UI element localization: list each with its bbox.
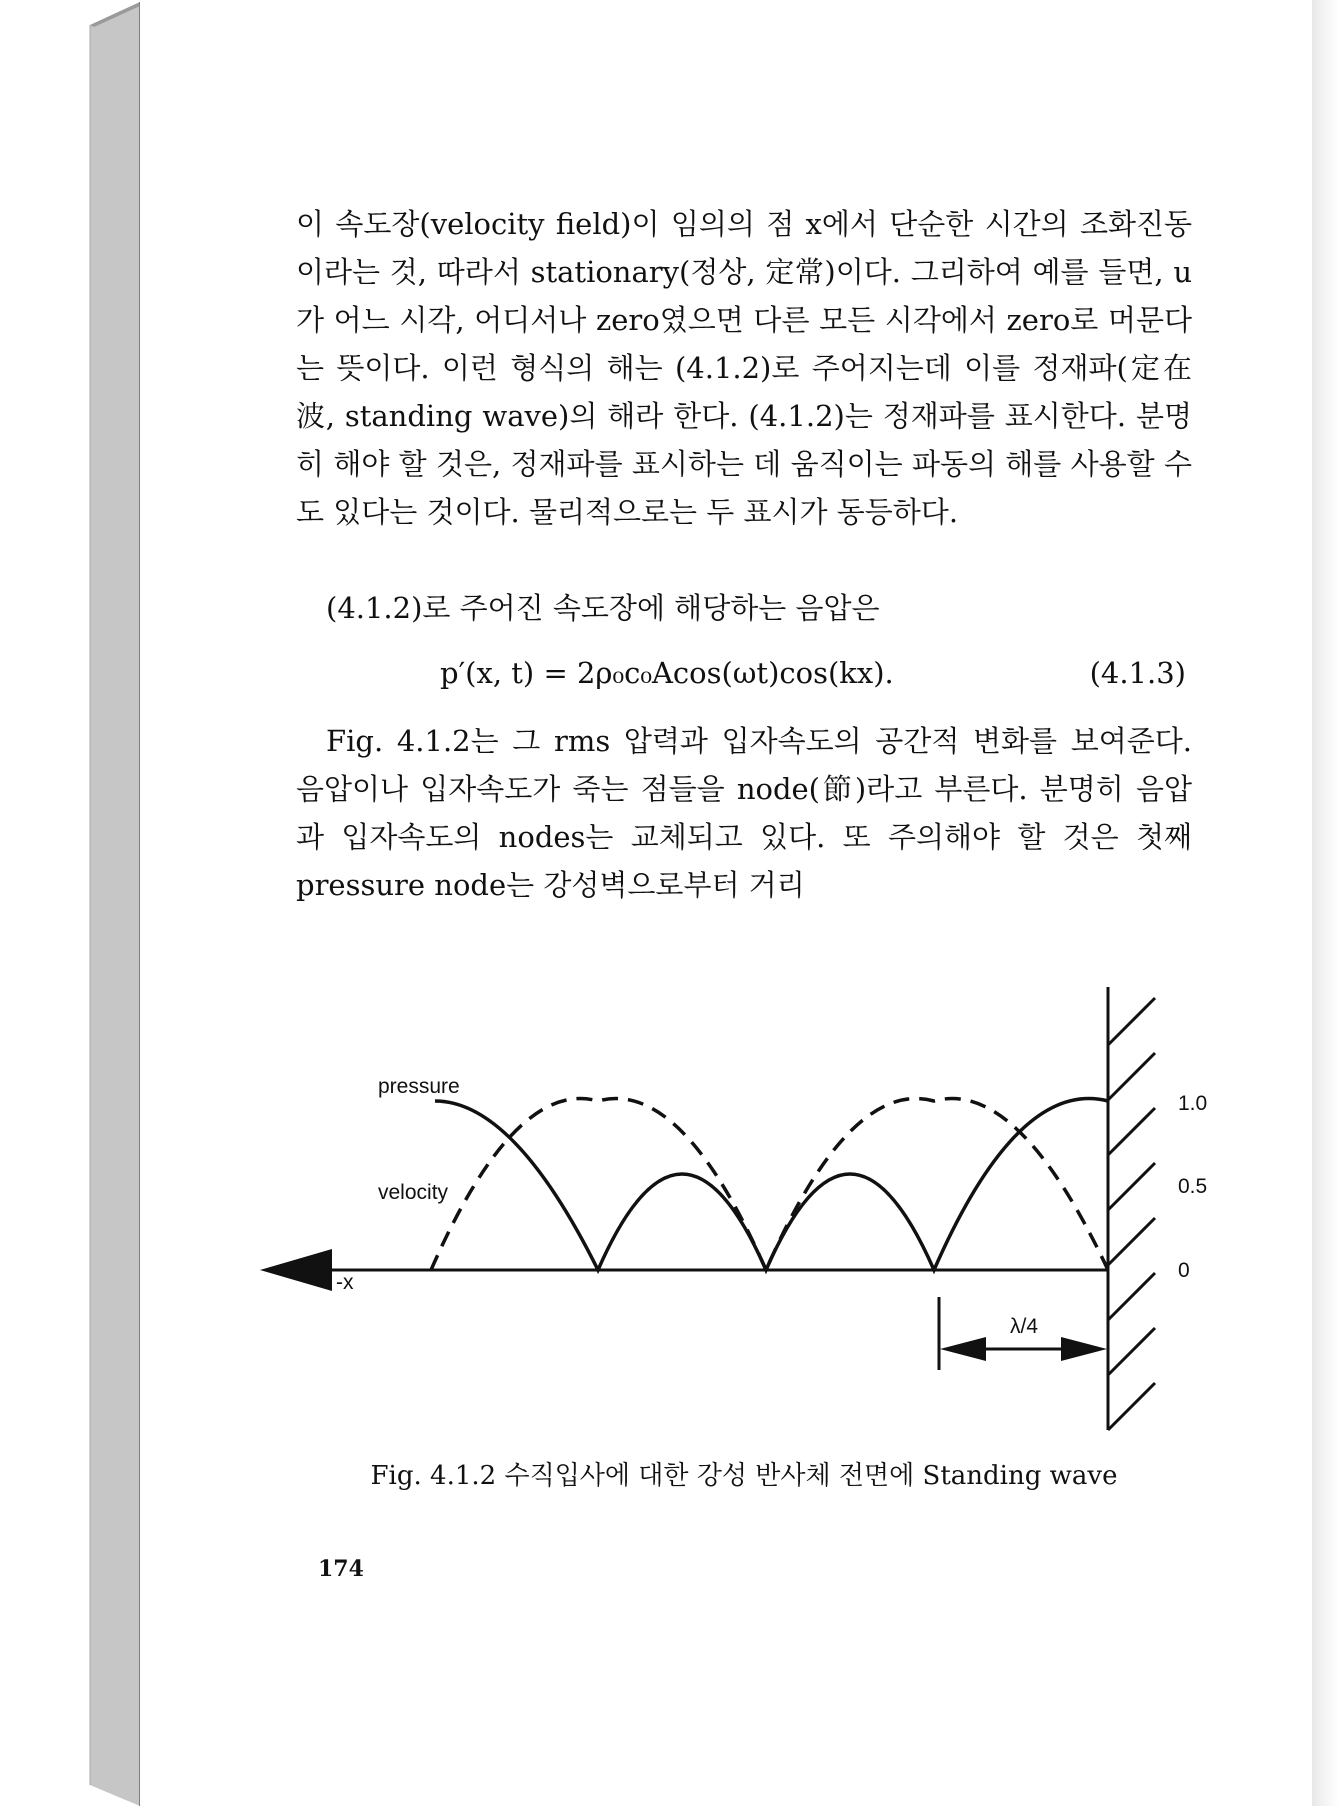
equation-number: (4.1.3) <box>1089 656 1186 690</box>
label-velocity: velocity <box>378 1181 449 1204</box>
page-edge-shadow <box>1312 0 1339 1806</box>
label-pressure: pressure <box>378 1075 460 1098</box>
pressure-curve <box>435 1099 1108 1270</box>
x-axis-arrow <box>260 1249 332 1291</box>
page-number: 174 <box>318 1556 364 1582</box>
tick-label-0: 0 <box>1178 1259 1190 1282</box>
tick-label-0-5: 0.5 <box>1178 1175 1208 1198</box>
axis-label-x: -x <box>336 1271 354 1294</box>
paragraph-3: Fig. 4.1.2는 그 rms 압력과 입자속도의 공간적 변화를 보여준다. 음압이나 입자속도가 죽는 점들을 node(節)라고 부른다. 분명히 음압과 입자속도의 nodes는 교체되고 있다. 또 주의해야 할 것은 첫째 pressure node는 강성벽으로부터 거리 <box>296 724 1192 902</box>
rigid-wall <box>1108 987 1155 1430</box>
equation-block <box>296 650 1192 698</box>
book-spine <box>0 0 140 1806</box>
velocity-curve <box>431 1099 1108 1270</box>
figure-caption: Fig. 4.1.2 수직입사에 대한 강성 반사체 전면에 Standing wave <box>370 1461 1118 1491</box>
label-lambda-over-4: λ/4 <box>1010 1315 1039 1338</box>
paragraph-2: (4.1.2)로 주어진 속도장에 해당하는 음압은 <box>326 591 880 625</box>
paragraph-1: 이 속도장(velocity field)이 임의의 점 x에서 단순한 시간의 조화진동이라는 것, 따라서 stationary(정상, 定常)이다. 그리하여 예를 들면, u가 어느 시각, 어디서나 zero였으면 다른 모든 시각에서 zero로 머문다는 뜻이다. 이런 형식의 해는 (4.1.2)로 주어지는데 이를 정재파(定在波, standing wave)의 해라 한다. (4.1.2)는 정재파를 표시한다. 분명히 해야 할 것은, 정재파를 표시하는 데 움직이는 파동의 해를 사용할 수도 있다는 것이다. 물리적으로는 두 표시가 동등하다. <box>296 207 1192 529</box>
standing-wave-figure <box>250 975 1230 1445</box>
tick-label-1-0: 1.0 <box>1178 1092 1208 1115</box>
equation: p′(x, t) = 2ρ₀c₀Acos(ωt)cos(kx). <box>440 656 894 690</box>
